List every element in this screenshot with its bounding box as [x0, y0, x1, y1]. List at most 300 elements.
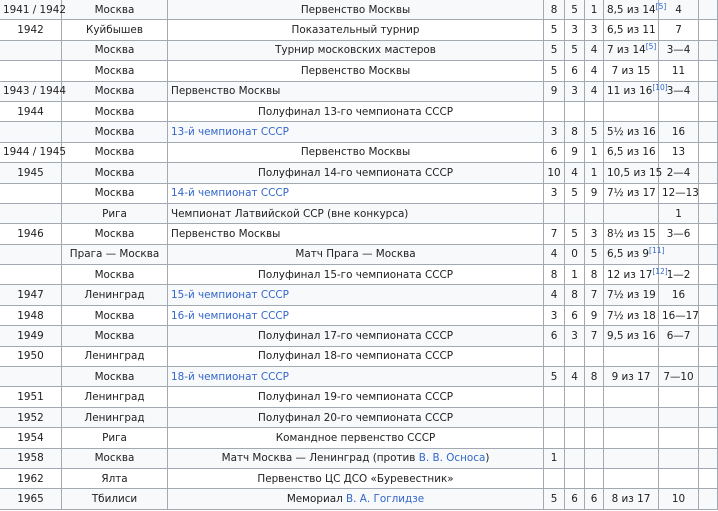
city-cell: Ялта — [62, 468, 168, 488]
losses-cell: 1 — [585, 163, 604, 183]
event-cell — [168, 468, 544, 488]
year-cell — [0, 203, 62, 223]
table-row — [0, 183, 718, 203]
score-text: 9,5 из 16 — [607, 329, 656, 342]
draws-cell: 0 — [565, 244, 585, 264]
losses-cell: 6 — [585, 489, 604, 509]
place-cell: 13 — [659, 142, 699, 162]
draws-cell — [565, 203, 585, 223]
table-row — [0, 407, 718, 427]
event-text: Первенство Москвы — [300, 3, 411, 16]
city-cell: Москва — [62, 61, 168, 81]
reference-note — [656, 2, 667, 11]
city-cell: Москва — [62, 142, 168, 162]
score-text: 9 из 17 — [611, 370, 651, 383]
city-cell: Прага — Москва — [62, 244, 168, 264]
place-cell: 2—4 — [659, 163, 699, 183]
table-row — [0, 0, 718, 20]
draws-cell: 5 — [565, 224, 585, 244]
event-text: Полуфинал 15-го чемпионата СССР — [258, 268, 453, 281]
wins-cell: 7 — [544, 224, 565, 244]
losses-cell — [585, 407, 604, 427]
wins-cell: 4 — [544, 244, 565, 264]
city-cell: Ленинград — [62, 346, 168, 366]
event-text: Первенство Москвы — [300, 146, 411, 159]
reference-note — [652, 83, 667, 92]
table-row — [0, 265, 718, 285]
year-cell — [0, 367, 62, 387]
city-cell: Ленинград — [62, 285, 168, 305]
event-cell — [168, 326, 544, 346]
place-cell — [659, 448, 699, 468]
table-row — [0, 468, 718, 488]
losses-cell: 5 — [585, 244, 604, 264]
year-cell: 1943 / 1944 — [0, 81, 62, 101]
extra-cell — [699, 203, 718, 223]
wins-cell: 5 — [544, 20, 565, 40]
year-cell: 1944 / 1945 — [0, 142, 62, 162]
draws-cell — [565, 448, 585, 468]
table-row — [0, 305, 718, 325]
event-cell — [168, 448, 544, 468]
city-cell: Куйбышев — [62, 20, 168, 40]
score-cell — [604, 61, 659, 81]
event-cell — [168, 61, 544, 81]
event-text: Мемориал — [286, 493, 347, 506]
extra-cell — [699, 346, 718, 366]
city-cell: Москва — [62, 265, 168, 285]
reference-note — [652, 267, 667, 276]
draws-cell: 6 — [565, 305, 585, 325]
reference-link[interactable]: [11] — [649, 246, 665, 256]
table-row — [0, 428, 718, 448]
year-cell: 1948 — [0, 305, 62, 325]
event-cell — [168, 0, 544, 20]
table-row — [0, 203, 718, 223]
event-text: Первенство Москвы — [300, 64, 411, 77]
table-row — [0, 122, 718, 142]
table-row — [0, 40, 718, 60]
wins-cell: 3 — [544, 122, 565, 142]
place-cell: 10 — [659, 489, 699, 509]
draws-cell — [565, 387, 585, 407]
event-text-suffix: ) — [485, 452, 490, 465]
losses-cell — [585, 101, 604, 121]
city-cell: Москва — [62, 40, 168, 60]
event-cell — [168, 81, 544, 101]
extra-cell — [699, 489, 718, 509]
losses-cell: 3 — [585, 224, 604, 244]
city-cell: Ленинград — [62, 387, 168, 407]
draws-cell: 4 — [565, 163, 585, 183]
event-text: Первенство Москвы — [171, 227, 281, 240]
event-text: Показательный турнир — [291, 24, 420, 37]
year-cell: 1941 / 1942 — [0, 0, 62, 20]
losses-cell — [585, 203, 604, 223]
draws-cell: 4 — [565, 367, 585, 387]
score-cell — [604, 387, 659, 407]
year-cell: 1952 — [0, 407, 62, 427]
wins-cell: 8 — [544, 0, 565, 20]
event-cell — [168, 142, 544, 162]
extra-cell — [699, 20, 718, 40]
losses-cell — [585, 346, 604, 366]
score-text: 7½ из 19 — [607, 289, 656, 302]
event-cell — [168, 122, 544, 142]
table-row — [0, 81, 718, 101]
score-cell — [604, 326, 659, 346]
event-text: Командное первенство СССР — [275, 431, 436, 444]
table-row — [0, 61, 718, 81]
year-cell: 1965 — [0, 489, 62, 509]
score-cell — [604, 183, 659, 203]
reference-link[interactable]: [5] — [655, 1, 667, 11]
extra-cell — [699, 163, 718, 183]
draws-cell: 5 — [565, 40, 585, 60]
score-text: 5½ из 16 — [607, 126, 656, 139]
losses-cell: 5 — [585, 122, 604, 142]
event-link[interactable]: 13-й чемпионат СССР — [171, 126, 289, 139]
draws-cell: 6 — [565, 489, 585, 509]
extra-cell — [699, 244, 718, 264]
score-text: 8½ из 15 — [607, 227, 656, 240]
year-cell: 1951 — [0, 387, 62, 407]
score-cell — [604, 448, 659, 468]
score-text: 7½ из 17 — [607, 187, 656, 200]
city-cell: Москва — [62, 326, 168, 346]
event-cell — [168, 428, 544, 448]
place-cell — [659, 244, 699, 264]
year-cell — [0, 61, 62, 81]
score-text: 7 из 14 — [607, 44, 646, 57]
draws-cell — [565, 407, 585, 427]
year-cell — [0, 122, 62, 142]
place-cell: 1—2 — [659, 265, 699, 285]
city-cell: Москва — [62, 367, 168, 387]
losses-cell: 4 — [585, 61, 604, 81]
extra-cell — [699, 142, 718, 162]
place-cell: 3—4 — [659, 40, 699, 60]
year-cell: 1945 — [0, 163, 62, 183]
losses-cell: 3 — [585, 20, 604, 40]
city-cell: Москва — [62, 224, 168, 244]
table-row — [0, 244, 718, 264]
event-text: Полуфинал 13-го чемпионата СССР — [258, 105, 453, 118]
place-cell — [659, 407, 699, 427]
wins-cell: 9 — [544, 81, 565, 101]
draws-cell: 8 — [565, 285, 585, 305]
losses-cell: 8 — [585, 367, 604, 387]
year-cell: 1942 — [0, 20, 62, 40]
score-text: 10,5 из 15 — [607, 166, 663, 179]
score-text: 8 из 17 — [611, 493, 651, 506]
event-cell — [168, 265, 544, 285]
place-cell — [659, 101, 699, 121]
losses-cell: 1 — [585, 142, 604, 162]
year-cell — [0, 244, 62, 264]
score-cell — [604, 428, 659, 448]
wins-cell — [544, 387, 565, 407]
event-cell — [168, 40, 544, 60]
city-cell: Москва — [62, 183, 168, 203]
score-text: 7½ из 18 — [607, 309, 656, 322]
event-cell — [168, 367, 544, 387]
event-cell — [168, 163, 544, 183]
losses-cell: 4 — [585, 81, 604, 101]
year-cell: 1958 — [0, 448, 62, 468]
event-cell — [168, 20, 544, 40]
draws-cell: 3 — [565, 326, 585, 346]
draws-cell: 9 — [565, 142, 585, 162]
score-cell — [604, 367, 659, 387]
place-cell: 16 — [659, 285, 699, 305]
event-text: Полуфинал 17-го чемпионата СССР — [258, 329, 453, 342]
score-cell — [604, 265, 668, 285]
table-row — [0, 326, 718, 346]
reference-link[interactable]: [12] — [652, 266, 668, 276]
year-cell: 1946 — [0, 224, 62, 244]
wins-cell — [544, 101, 565, 121]
extra-cell — [699, 40, 718, 60]
score-cell — [604, 163, 663, 183]
wins-cell: 3 — [544, 305, 565, 325]
wins-cell — [544, 346, 565, 366]
wins-cell: 3 — [544, 183, 565, 203]
score-text: 7 из 15 — [611, 64, 651, 77]
place-cell: 3—6 — [659, 224, 699, 244]
place-cell: 6—7 — [659, 326, 699, 346]
event-link[interactable]: 16-й чемпионат СССР — [171, 309, 289, 322]
table-row — [0, 367, 718, 387]
city-cell: Москва — [62, 101, 168, 121]
draws-cell: 3 — [565, 81, 585, 101]
event-cell — [168, 285, 544, 305]
city-cell: Москва — [62, 0, 168, 20]
table-row — [0, 20, 718, 40]
wins-cell: 5 — [544, 61, 565, 81]
table-row — [0, 285, 718, 305]
table-row — [0, 346, 718, 366]
reference-note — [646, 42, 657, 51]
wins-cell — [544, 407, 565, 427]
event-link[interactable]: 18-й чемпионат СССР — [171, 370, 289, 383]
year-cell: 1950 — [0, 346, 62, 366]
score-cell — [604, 468, 659, 488]
wins-cell: 10 — [544, 163, 565, 183]
year-cell: 1954 — [0, 428, 62, 448]
table-row — [0, 489, 718, 509]
draws-cell — [565, 346, 585, 366]
score-text: 6,5 из 11 — [607, 24, 656, 37]
year-cell: 1947 — [0, 285, 62, 305]
score-cell — [604, 285, 659, 305]
score-cell — [604, 81, 668, 101]
score-cell — [604, 203, 659, 223]
event-cell — [168, 203, 544, 223]
score-cell — [604, 224, 659, 244]
place-cell — [659, 387, 699, 407]
place-cell: 3—4 — [659, 81, 699, 101]
place-cell: 1 — [659, 203, 699, 223]
table-row — [0, 163, 718, 183]
draws-cell — [565, 101, 585, 121]
event-text: Полуфинал 14-го чемпионата СССР — [258, 166, 453, 179]
losses-cell — [585, 428, 604, 448]
wins-cell: 8 — [544, 265, 565, 285]
extra-cell — [699, 81, 718, 101]
score-cell — [604, 489, 659, 509]
extra-cell — [699, 183, 718, 203]
score-cell — [604, 305, 659, 325]
wins-cell: 6 — [544, 326, 565, 346]
city-cell: Москва — [62, 81, 168, 101]
year-cell — [0, 183, 62, 203]
extra-cell — [699, 0, 718, 20]
person-link[interactable]: В. А. Гоглидзе — [346, 493, 425, 506]
person-link[interactable]: В. В. Осноса — [418, 452, 486, 465]
event-text: Первенство Москвы — [171, 85, 281, 98]
event-link[interactable]: 15-й чемпионат СССР — [171, 289, 289, 302]
score-text: 11 из 16 — [607, 85, 653, 98]
event-cell — [168, 101, 544, 121]
year-cell — [0, 40, 62, 60]
score-cell — [604, 142, 659, 162]
event-text: Матч Прага — Москва — [295, 248, 416, 261]
extra-cell — [699, 285, 718, 305]
extra-cell — [699, 407, 718, 427]
city-cell: Рига — [62, 203, 168, 223]
city-cell: Москва — [62, 448, 168, 468]
wins-cell: 5 — [544, 367, 565, 387]
reference-link[interactable]: [10] — [652, 83, 668, 93]
draws-cell — [565, 468, 585, 488]
place-cell: 7—10 — [659, 367, 699, 387]
losses-cell: 9 — [585, 183, 604, 203]
event-cell — [168, 183, 544, 203]
extra-cell — [699, 428, 718, 448]
extra-cell — [699, 387, 718, 407]
draws-cell: 5 — [565, 0, 585, 20]
city-cell: Москва — [62, 305, 168, 325]
place-cell: 11 — [659, 61, 699, 81]
place-cell — [659, 428, 699, 448]
extra-cell — [699, 367, 718, 387]
score-cell — [604, 40, 659, 60]
wins-cell: 5 — [544, 489, 565, 509]
table-row — [0, 101, 718, 121]
losses-cell: 7 — [585, 326, 604, 346]
extra-cell — [699, 326, 718, 346]
losses-cell: 4 — [585, 40, 604, 60]
score-cell — [604, 122, 659, 142]
event-cell — [168, 305, 544, 325]
city-cell: Ленинград — [62, 407, 168, 427]
wins-cell: 5 — [544, 40, 565, 60]
losses-cell — [585, 387, 604, 407]
event-text: Матч Москва — Ленинград (против — [221, 452, 419, 465]
score-text: 12 из 17 — [607, 268, 653, 281]
score-cell — [604, 244, 665, 264]
place-cell — [659, 346, 699, 366]
draws-cell: 8 — [565, 122, 585, 142]
extra-cell — [699, 448, 718, 468]
event-cell — [168, 407, 544, 427]
score-text: 6,5 из 16 — [607, 146, 656, 159]
score-cell — [604, 20, 659, 40]
extra-cell — [699, 265, 718, 285]
year-cell — [0, 265, 62, 285]
table-row — [0, 224, 718, 244]
wins-cell: 6 — [544, 142, 565, 162]
extra-cell — [699, 122, 718, 142]
reference-link[interactable]: [5] — [645, 42, 657, 52]
draws-cell: 5 — [565, 183, 585, 203]
city-cell: Москва — [62, 122, 168, 142]
losses-cell: 9 — [585, 305, 604, 325]
wins-cell — [544, 428, 565, 448]
extra-cell — [699, 468, 718, 488]
event-cell — [168, 346, 544, 366]
place-cell: 16—17 — [659, 305, 699, 325]
wins-cell — [544, 203, 565, 223]
wins-cell: 4 — [544, 285, 565, 305]
city-cell: Москва — [62, 163, 168, 183]
year-cell: 1962 — [0, 468, 62, 488]
event-text: Турнир московских мастеров — [275, 44, 436, 57]
event-cell — [168, 387, 544, 407]
table-row — [0, 448, 718, 468]
event-cell — [168, 489, 544, 509]
event-text: Чемпионат Латвийской ССР (вне конкурса) — [171, 207, 409, 220]
losses-cell: 1 — [585, 0, 604, 20]
extra-cell — [699, 61, 718, 81]
place-cell: 4 — [659, 0, 699, 20]
wins-cell: 1 — [544, 448, 565, 468]
place-cell — [659, 468, 699, 488]
score-cell — [604, 0, 667, 20]
year-cell: 1949 — [0, 326, 62, 346]
losses-cell: 7 — [585, 285, 604, 305]
draws-cell: 6 — [565, 61, 585, 81]
event-text: Полуфинал 20-го чемпионата СССР — [258, 411, 453, 424]
event-text: Полуфинал 18-го чемпионата СССР — [258, 350, 453, 363]
wins-cell — [544, 468, 565, 488]
event-cell — [168, 244, 544, 264]
draws-cell — [565, 428, 585, 448]
score-cell — [604, 101, 659, 121]
reference-note — [649, 246, 664, 255]
event-cell — [168, 224, 544, 244]
table-row — [0, 387, 718, 407]
score-text: 8,5 из 14 — [607, 3, 656, 16]
losses-cell — [585, 448, 604, 468]
table-row — [0, 142, 718, 162]
year-cell: 1944 — [0, 101, 62, 121]
city-cell: Рига — [62, 428, 168, 448]
draws-cell: 3 — [565, 20, 585, 40]
losses-cell: 8 — [585, 265, 604, 285]
score-cell — [604, 407, 659, 427]
score-text: 6,5 из 9 — [607, 248, 650, 261]
city-cell: Тбилиси — [62, 489, 168, 509]
event-link[interactable]: 14-й чемпионат СССР — [171, 187, 289, 200]
place-cell: 12—13 — [659, 183, 699, 203]
draws-cell: 1 — [565, 265, 585, 285]
event-text: Полуфинал 19-го чемпионата СССР — [258, 391, 453, 404]
place-cell: 7 — [659, 20, 699, 40]
extra-cell — [699, 101, 718, 121]
place-cell: 16 — [659, 122, 699, 142]
